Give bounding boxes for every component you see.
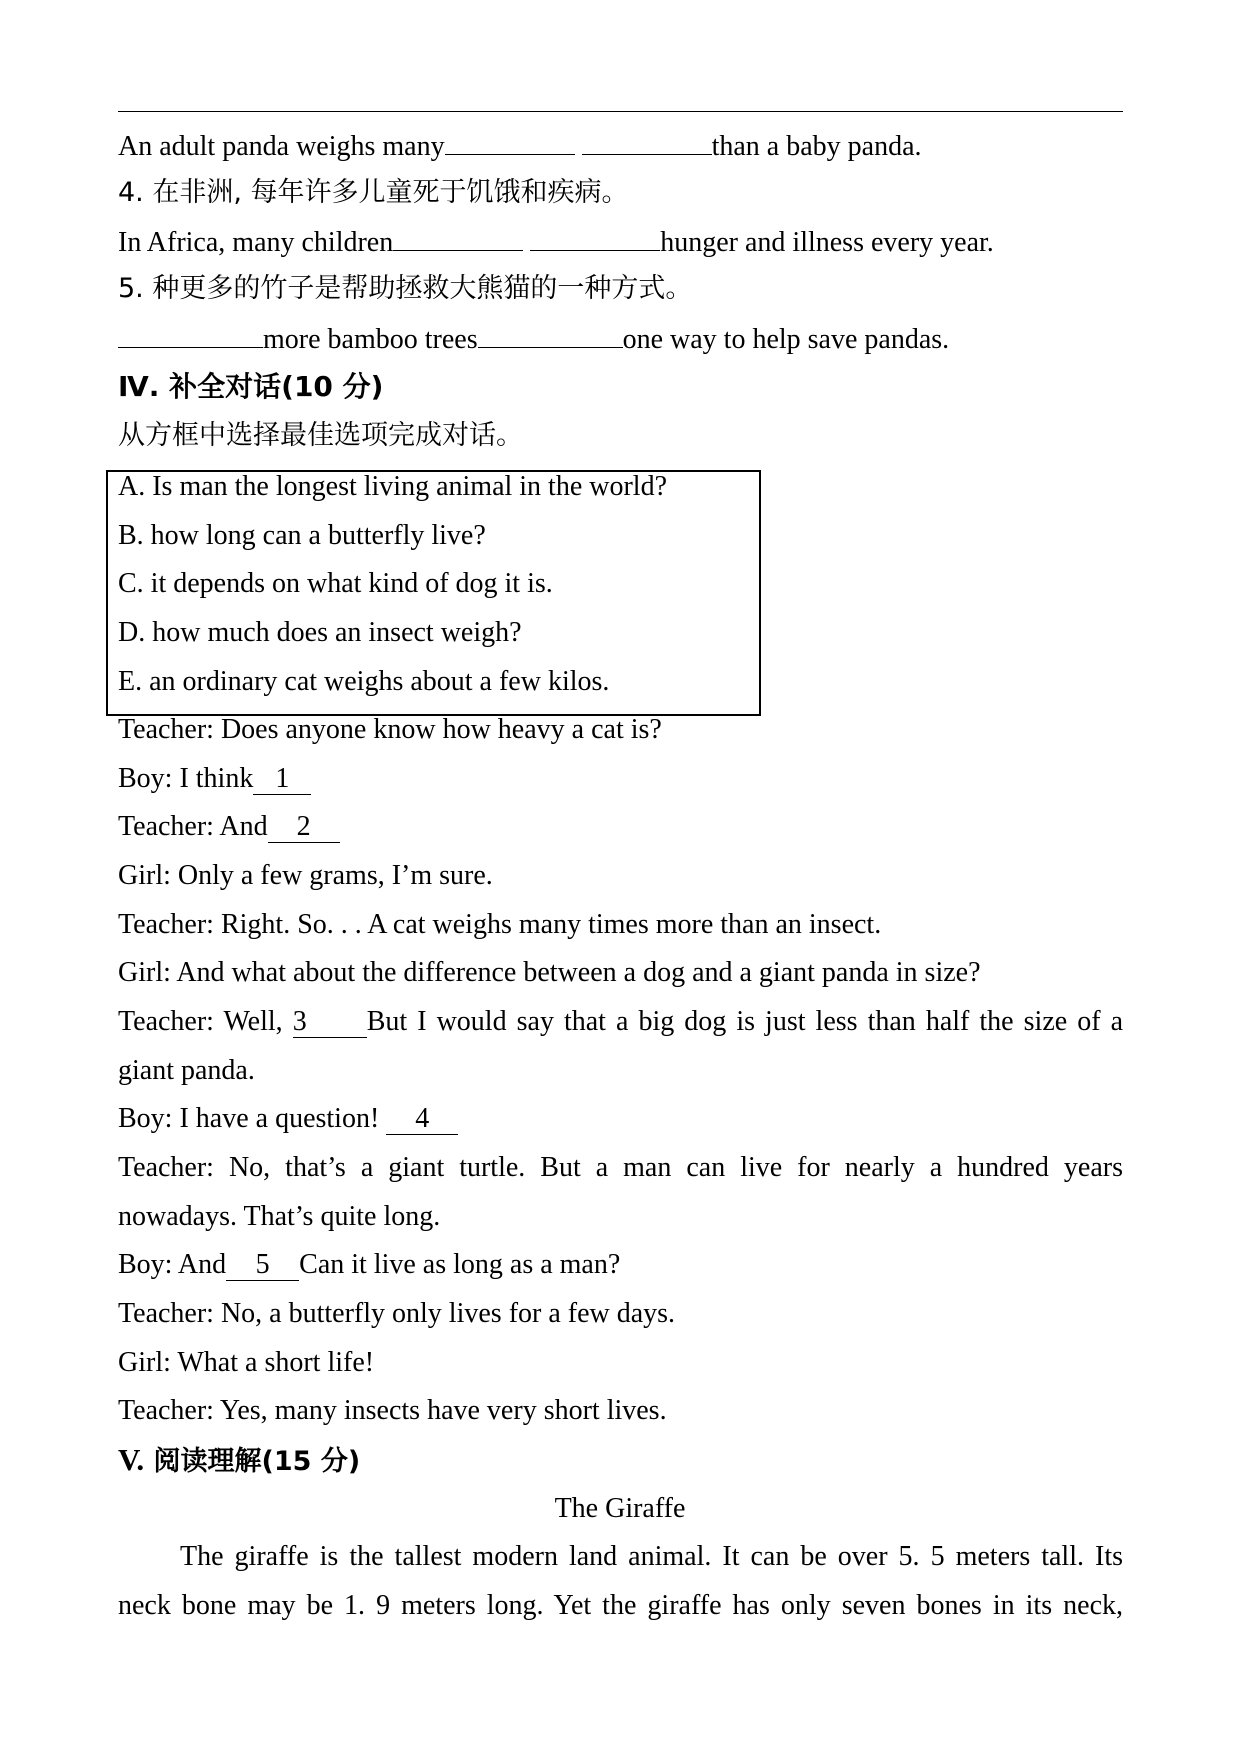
q3-text-post: than a baby panda.: [711, 131, 922, 162]
dialogue-line: Girl: And what about the difference between a dog and a giant panda in size?: [118, 957, 981, 988]
option-d: D. how much does an insect weigh?: [118, 617, 522, 648]
dialogue-line: Teacher: Right. So. . . A cat weighs many times more than an insect.: [118, 909, 882, 940]
q4-chinese-line: 4. 在非洲, 每年许多儿童死于饥饿和疾病。: [118, 177, 629, 208]
option-a: A. Is man the longest living animal in the world?: [118, 471, 668, 502]
q5-text-mid: more bamboo trees: [263, 324, 478, 355]
dialogue-text: Can it live as long as a man?: [299, 1249, 621, 1280]
reading-paragraph-line: neck bone may be 1. 9 meters long. Yet the giraffe has only seven bones in its neck,: [118, 1590, 1123, 1621]
dialogue-line: [118, 810, 340, 844]
dialogue-line: Girl: Only a few grams, I’m sure.: [118, 860, 493, 891]
dialogue-line: nowadays. That’s quite long.: [118, 1201, 441, 1232]
option-b: B. how long can a butterfly live?: [118, 520, 486, 551]
option-e: E. an ordinary cat weighs about a few kilos.: [118, 666, 610, 697]
dialogue-text: Teacher: Well,: [118, 1006, 283, 1037]
dialogue-line: Teacher: No, a butterfly only lives for a few days.: [118, 1298, 676, 1329]
section-5-heading: [118, 1443, 360, 1479]
option-c: C. it depends on what kind of dog it is.: [118, 568, 553, 599]
q3-english-line: [118, 128, 922, 164]
q3-text-pre: An adult panda weighs many: [118, 131, 445, 162]
reading-paragraph-line: The giraffe is the tallest modern land animal. It can be over 5. 5 meters tall. Its: [180, 1541, 1123, 1572]
section-4-heading: Ⅳ. 补全对话(10 分): [118, 370, 384, 403]
dialogue-line: Girl: What a short life!: [118, 1347, 375, 1378]
dialogue-line: [118, 762, 311, 796]
section-4-instruction: 从方框中选择最佳选项完成对话。: [118, 420, 523, 451]
section-5-roman: V.: [118, 1442, 145, 1477]
dialogue-text: Teacher: And: [118, 811, 268, 842]
dialogue-line: [118, 1248, 620, 1282]
dialogue-line: Teacher: Yes, many insects have very short lives.: [118, 1395, 667, 1426]
blank-1[interactable]: 1: [253, 764, 311, 795]
reading-title: The Giraffe: [554, 1493, 686, 1524]
answer-blank[interactable]: [393, 224, 523, 251]
answer-blank[interactable]: [582, 128, 712, 155]
q5-text-post: one way to help save pandas.: [622, 324, 950, 355]
header-rule: [118, 111, 1123, 112]
answer-blank[interactable]: [118, 321, 263, 348]
dialogue-line: [118, 1102, 458, 1136]
answer-blank[interactable]: [478, 321, 623, 348]
blank-4[interactable]: 4: [386, 1104, 458, 1135]
dialogue-line: [118, 1005, 1123, 1039]
dialogue-line: Teacher: Does anyone know how heavy a cat is?: [118, 714, 662, 745]
blank-2[interactable]: 2: [268, 812, 340, 843]
blank-5[interactable]: 5: [226, 1250, 299, 1281]
dialogue-text: Boy: And: [118, 1249, 227, 1280]
section-5-title: 阅读理解(15 分): [144, 1446, 361, 1477]
dialogue-text: Boy: I think: [118, 763, 254, 794]
q4-english-line: [118, 224, 994, 260]
answer-blank[interactable]: [530, 224, 660, 251]
q5-english-line: [118, 321, 949, 357]
dialogue-text: Boy: I have a question!: [118, 1103, 380, 1134]
q5-chinese-line: 5. 种更多的竹子是帮助拯救大熊猫的一种方式。: [118, 273, 693, 304]
dialogue-text: But I would say that a big dog is just less than half the size of a: [366, 1006, 1123, 1037]
q4-text-post: hunger and illness every year.: [660, 227, 994, 258]
answer-blank[interactable]: [445, 128, 575, 155]
dialogue-line: giant panda.: [118, 1055, 255, 1086]
blank-3[interactable]: 3: [293, 1007, 367, 1038]
dialogue-line: Teacher: No, that’s a giant turtle. But a man can live for nearly a hundred years: [118, 1152, 1123, 1183]
q4-text-pre: In Africa, many children: [118, 227, 394, 258]
